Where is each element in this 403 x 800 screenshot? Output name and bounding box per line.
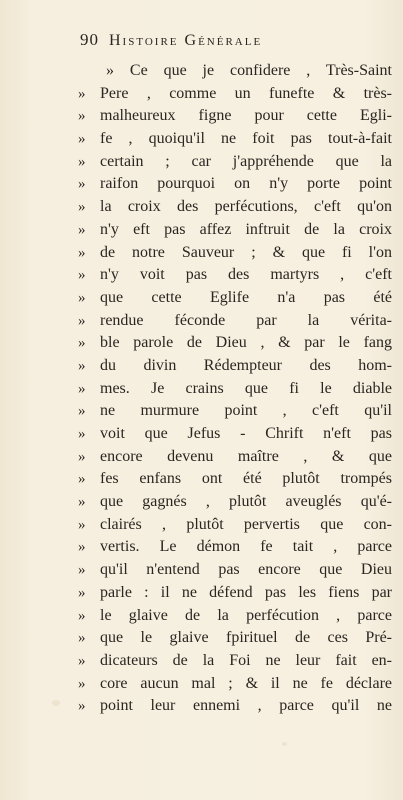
paper-stain [52, 700, 60, 706]
quote-mark: » [78, 244, 86, 261]
text-line [78, 85, 392, 108]
quote-mark: » [78, 289, 86, 306]
quote-mark: » [78, 108, 86, 125]
line-text: n'y voit pas des martyrs , c'eft [100, 266, 392, 284]
line-text: rendue féconde par la vérita- [100, 311, 392, 329]
text-line [78, 493, 392, 516]
text-line [78, 697, 392, 720]
page-number: 90 [80, 30, 99, 49]
quote-mark: » [78, 267, 86, 284]
quote-mark: » [78, 516, 86, 533]
line-text: encore devenu maître , & que [100, 447, 392, 465]
quote-mark: » [78, 584, 86, 601]
quote-mark: » [78, 630, 86, 647]
text-line [78, 470, 392, 493]
text-line [78, 244, 392, 267]
line-text: mes. Je crains que fi le diable [100, 379, 392, 397]
line-text: voit que Jefus - Chrift n'eft pas [100, 425, 392, 442]
line-text: de notre Sauveur ; & que fi l'on [100, 243, 392, 261]
paper-stain [282, 742, 287, 746]
text-line [78, 538, 392, 561]
text-line [78, 107, 392, 130]
line-text: que cette Eglife n'a pas été [100, 288, 392, 306]
text-line [78, 289, 392, 312]
line-text: vertis. Le démon fe tait , parce [100, 538, 392, 556]
line-text: la croix des perfécutions, c'eft qu'on [100, 198, 392, 216]
quote-mark: » [78, 335, 86, 352]
line-text: fe , quoiqu'il ne foit pas tout-à-fait [100, 130, 392, 148]
quote-mark: » [78, 539, 86, 556]
text-line [78, 380, 392, 403]
quote-mark: » [78, 448, 86, 465]
line-text: ne murmure point , c'eft qu'il [100, 402, 392, 420]
quote-mark: » [78, 199, 86, 216]
quote-mark: » [78, 494, 86, 511]
quote-mark: » [78, 675, 86, 692]
text-line [78, 312, 392, 335]
text-line [78, 561, 392, 584]
quote-mark: » [78, 403, 86, 420]
quote-mark: » [78, 562, 86, 579]
line-text: malheureux figne pour cette Egli- [100, 107, 392, 125]
line-text: n'y eft pas affez inftruit de la croix [100, 220, 392, 238]
quote-mark: » [78, 652, 86, 669]
text-line [78, 266, 392, 289]
line-text: clairés , plutôt pervertis que con- [100, 515, 392, 533]
text-line [78, 652, 392, 675]
text-line [78, 221, 392, 244]
quote-mark: » [78, 380, 86, 397]
line-text: certain ; car j'appréhende que la [100, 152, 392, 170]
page-header [80, 30, 395, 50]
quote-mark: » [78, 153, 86, 170]
text-line [78, 448, 392, 471]
text-line [78, 130, 392, 153]
text-line [78, 584, 392, 607]
quote-mark: » [78, 176, 86, 193]
text-line [78, 629, 392, 652]
line-text: ble parole de Dieu , & par le fang [100, 334, 392, 352]
text-line [78, 153, 392, 176]
text-line [78, 402, 392, 425]
line-text: fes enfans ont été plutôt trompés [100, 470, 392, 488]
quote-mark: » [78, 85, 86, 102]
quote-mark: » [78, 698, 86, 715]
line-text: raifon pourquoi on n'y porte point [100, 175, 392, 193]
line-text: » Ce que je confidere , Très-Saint [106, 62, 392, 79]
line-text: que le glaive fpirituel de ces Pré- [100, 629, 392, 647]
text-line [78, 607, 392, 630]
text-line [78, 175, 392, 198]
quote-mark: » [78, 312, 86, 329]
text-line [78, 675, 392, 698]
quote-mark: » [78, 607, 86, 624]
quote-mark: » [78, 471, 86, 488]
text-line [78, 334, 392, 357]
quote-mark: » [78, 131, 86, 148]
line-text: dicateurs de la Foi ne leur fait en- [100, 651, 392, 669]
running-title: Histoire Générale [109, 32, 263, 49]
line-text: parle : il ne défend pas les fiens par [100, 583, 392, 601]
text-line [78, 516, 392, 539]
line-text: Pere , comme un funefte & très- [100, 84, 392, 102]
quote-mark: » [78, 357, 86, 374]
line-text: core aucun mal ; & il ne fe déclare [100, 674, 392, 692]
line-text: du divin Rédempteur des hom- [100, 356, 392, 374]
text-line [78, 62, 392, 85]
line-text: que gagnés , plutôt aveuglés qu'é- [100, 493, 392, 511]
quote-mark: » [78, 221, 86, 238]
quote-mark: » [78, 426, 86, 442]
body-text [78, 62, 392, 720]
text-line [78, 357, 392, 380]
text-line [78, 198, 392, 221]
line-text: point leur ennemi , parce qu'il ne [100, 697, 392, 715]
text-line [78, 425, 392, 448]
line-text: le glaive de la perfécution , parce [100, 606, 392, 624]
line-text: qu'il n'entend pas encore que Dieu [100, 561, 392, 579]
